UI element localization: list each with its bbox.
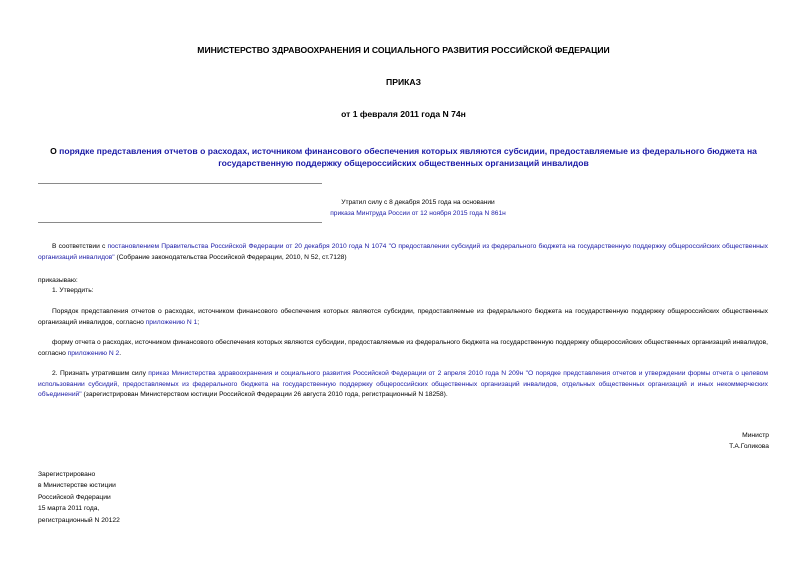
paragraph-basis xyxy=(38,242,768,263)
registration-line-2: в Министерстве юстиции xyxy=(38,482,116,490)
registration-block xyxy=(38,469,120,526)
document-date-number: от 1 февраля 2011 года N 74н xyxy=(341,109,466,119)
basis-suffix: (Собрание законодательства Российской Федерации, 2010, N 52, ст.7128) xyxy=(114,253,347,261)
lost-force-link[interactable]: приказа Минтруда России от 12 ноября 2015 года N 861н xyxy=(330,210,506,217)
registration-line-3: Российской Федерации xyxy=(38,493,111,501)
procedure-end: ; xyxy=(197,318,200,326)
repealed-order-link[interactable]: приказ Министерства здравоохранения и социального развития Российской Федерации от 2 апреля 2010 года N 209н "О порядке представления отчетов и утверждении формы отчета о целевом использовании субсидий, предоставляемых из федерального бюджета на государственную поддержку общероссийских общественных организаций инвалидов, отдельных общественных организаций и иных некоммерческих объединений" xyxy=(38,370,768,398)
procedure-text: Порядок представления отчетов о расходах, источником финансового обеспечения которых являются субсидии, предоставляемые из федерального бюджета на государственную поддержку общероссийских общественных организаций инвалидов, согласно xyxy=(38,308,768,326)
form-end: . xyxy=(119,349,122,357)
document-type: ПРИКАЗ xyxy=(386,77,421,87)
order-word: приказываю: xyxy=(38,277,78,284)
ministry-heading: МИНИСТЕРСТВО ЗДРАВООХРАНЕНИЯ И СОЦИАЛЬНОГО РАЗВИТИЯ РОССИЙСКОЙ ФЕДЕРАЦИИ xyxy=(197,45,610,55)
paragraph-form xyxy=(38,338,768,359)
title-link[interactable]: порядке представления отчетов о расходах, источником финансового обеспечения которых являются субсидии, предоставляемые из федерального бюджета на государственную поддержку общероссийских общественных организаций инвалидов xyxy=(59,146,757,168)
registration-line-5: регистрационный N 20122 xyxy=(38,516,120,524)
registration-line-1: Зарегистрировано xyxy=(38,471,96,478)
repeal-prefix: 2. Признать утратившим силу xyxy=(52,370,149,377)
signatory-position: Министр xyxy=(742,432,769,439)
signature-block xyxy=(729,430,769,452)
registration-line-4: 15 марта 2011 года, xyxy=(38,505,100,513)
appendix-1-link[interactable]: приложению N 1 xyxy=(145,318,198,326)
repeal-suffix: (зарегистрирован Министерством юстиции Российской Федерации 26 августа 2010 года, регистрационный N 18258). xyxy=(81,391,448,398)
paragraph-repeal xyxy=(38,369,768,401)
form-text: форму отчета о расходах, источником финансового обеспечения которых являются субсидии, предоставляемые из федерального бюджета на государственную поддержку общероссийских общественных организаций инвалидов, согласно xyxy=(38,339,768,357)
item-1: 1. Утвердить: xyxy=(52,287,94,294)
divider-bottom xyxy=(38,222,322,223)
paragraph-procedure xyxy=(38,307,768,328)
appendix-2-link[interactable]: приложению N 2 xyxy=(67,349,120,357)
title-prefix: О xyxy=(50,146,60,156)
basis-prefix: В соответствии с xyxy=(52,243,108,250)
basis-link[interactable]: постановлением Правительства Российской Федерации от 20 декабря 2010 года N 1074 "О предоставлении субсидий из федерального бюджета на государственную поддержку общероссийских общественных организаций инвалидов" xyxy=(38,243,769,261)
lost-force-note xyxy=(260,197,576,219)
divider-top xyxy=(38,183,322,184)
lost-force-text: Утратил силу с 8 декабря 2015 года на основании xyxy=(341,199,495,206)
document-title xyxy=(30,146,777,169)
signatory-name: Т.А.Голикова xyxy=(729,443,769,450)
